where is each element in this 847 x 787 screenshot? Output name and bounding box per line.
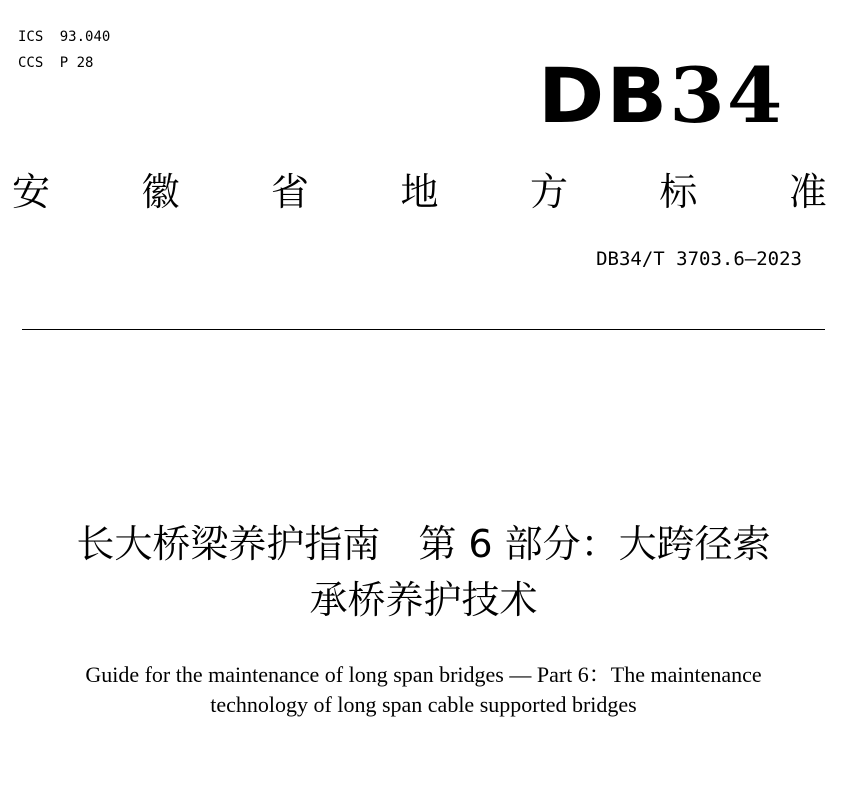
header-divider	[22, 329, 825, 330]
ccs-value: P 28	[59, 55, 94, 71]
chinese-title-line-2: 承桥养护技术	[309, 578, 538, 622]
db-logo-letters: DB	[538, 51, 670, 140]
db-logo-number: 34	[669, 51, 785, 140]
english-title-line-2: technology of long span cable supported bridges	[210, 692, 637, 717]
db-logo	[538, 51, 785, 140]
standard-category-title	[12, 168, 827, 216]
english-title	[0, 660, 847, 720]
chinese-title-line-1: 长大桥梁养护指南 第 6 部分：大跨径索	[76, 522, 771, 566]
ccs-code	[18, 50, 110, 76]
category-char: 安	[12, 170, 51, 214]
ics-code	[18, 24, 110, 50]
category-char: 省	[270, 170, 309, 214]
ccs-label: CCS	[18, 55, 44, 71]
category-char: 准	[788, 170, 827, 214]
standard-number: DB34/T 3703.6—2023	[596, 248, 802, 270]
chinese-title	[0, 516, 847, 628]
category-char: 方	[529, 170, 568, 214]
ics-label: ICS	[18, 29, 44, 45]
category-char: 地	[400, 170, 439, 214]
classification-codes	[18, 24, 110, 76]
ics-value: 93.040	[59, 29, 111, 45]
category-char: 标	[659, 170, 698, 214]
category-char: 徽	[141, 170, 180, 214]
english-title-line-1: Guide for the maintenance of long span bridges — Part 6：The maintenance	[85, 662, 762, 687]
